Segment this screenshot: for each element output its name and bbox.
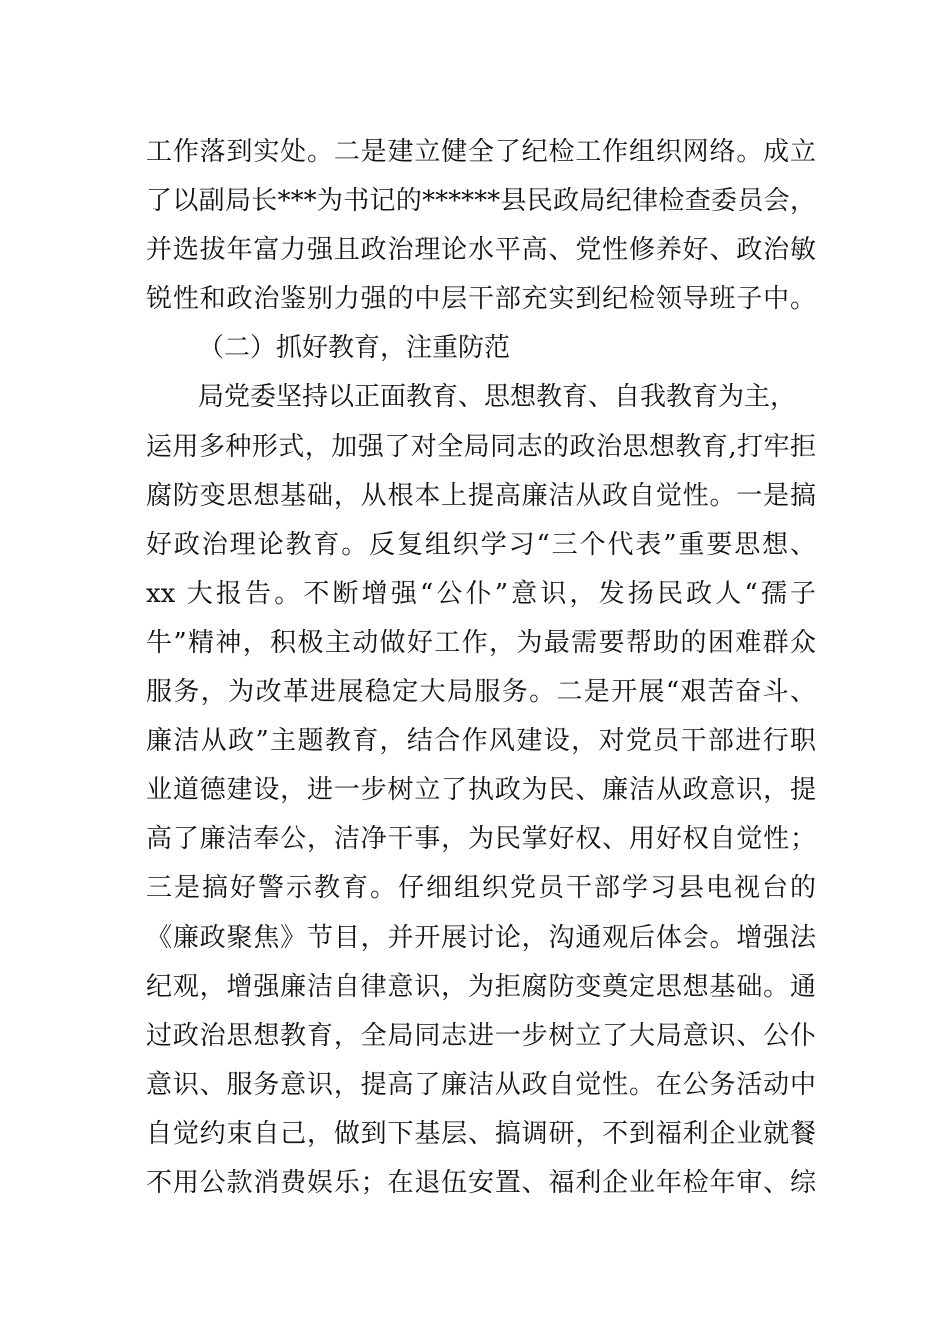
text-line: 纪观，增强廉洁自律意识，为拒腐防变奠定思想基础。通	[146, 971, 816, 1002]
text-line: 并选拔年富力强且政治理论水平高、党性修养好、政治敏	[146, 235, 816, 266]
text-line: 运用多种形式，加强了对全局同志的政治思想教育,打牢拒	[146, 431, 816, 462]
text-line: 高了廉洁奉公，洁净干事，为民掌好权、用好权自觉性；	[146, 824, 816, 855]
text-line: 牛”精神，积极主动做好工作，为最需要帮助的困难群众	[146, 627, 816, 658]
section-heading: （二）抓好教育，注重防范	[198, 333, 511, 364]
text-line: 锐性和政治鉴别力强的中层干部充实到纪检领导班子中。	[146, 284, 816, 315]
text-line: xx 大报告。不断增强“公仆”意识，发扬民政人“孺子	[146, 578, 816, 609]
text-line: 意识、服务意识，提高了廉洁从政自觉性。在公务活动中	[146, 1069, 816, 1100]
text-line: 廉洁从政”主题教育，结合作风建设，对党员干部进行职	[146, 726, 816, 757]
text-line: 服务，为改革进展稳定大局服务。二是开展“艰苦奋斗、	[146, 677, 816, 708]
text-line: 过政治思想教育，全局同志进一步树立了大局意识、公仆	[146, 1020, 816, 1051]
text-line: 三是搞好警示教育。仔细组织党员干部学习县电视台的	[146, 873, 816, 904]
text-line: 腐防变思想基础，从根本上提高廉洁从政自觉性。一是搞	[146, 480, 816, 511]
text-line: 自觉约束自己，做到下基层、搞调研，不到福利企业就餐	[146, 1118, 816, 1149]
text-line: 了以副局长***为书记的******县民政局纪律检查委员会，	[146, 186, 816, 217]
text-line: 《廉政聚焦》节目，并开展讨论，沟通观后体会。增强法	[146, 922, 816, 953]
text-line: 不用公款消费娱乐；在退伍安置、福利企业年检年审、综	[146, 1167, 816, 1198]
text-line: 局党委坚持以正面教育、思想教育、自我教育为主，	[198, 382, 797, 413]
text-line: 工作落到实处。二是建立健全了纪检工作组织网络。成立	[146, 137, 816, 167]
body-text	[146, 128, 816, 1208]
text-line: 好政治理论教育。反复组织学习“三个代表”重要思想、	[146, 529, 816, 560]
text-line: 业道德建设，进一步树立了执政为民、廉洁从政意识，提	[146, 775, 816, 806]
